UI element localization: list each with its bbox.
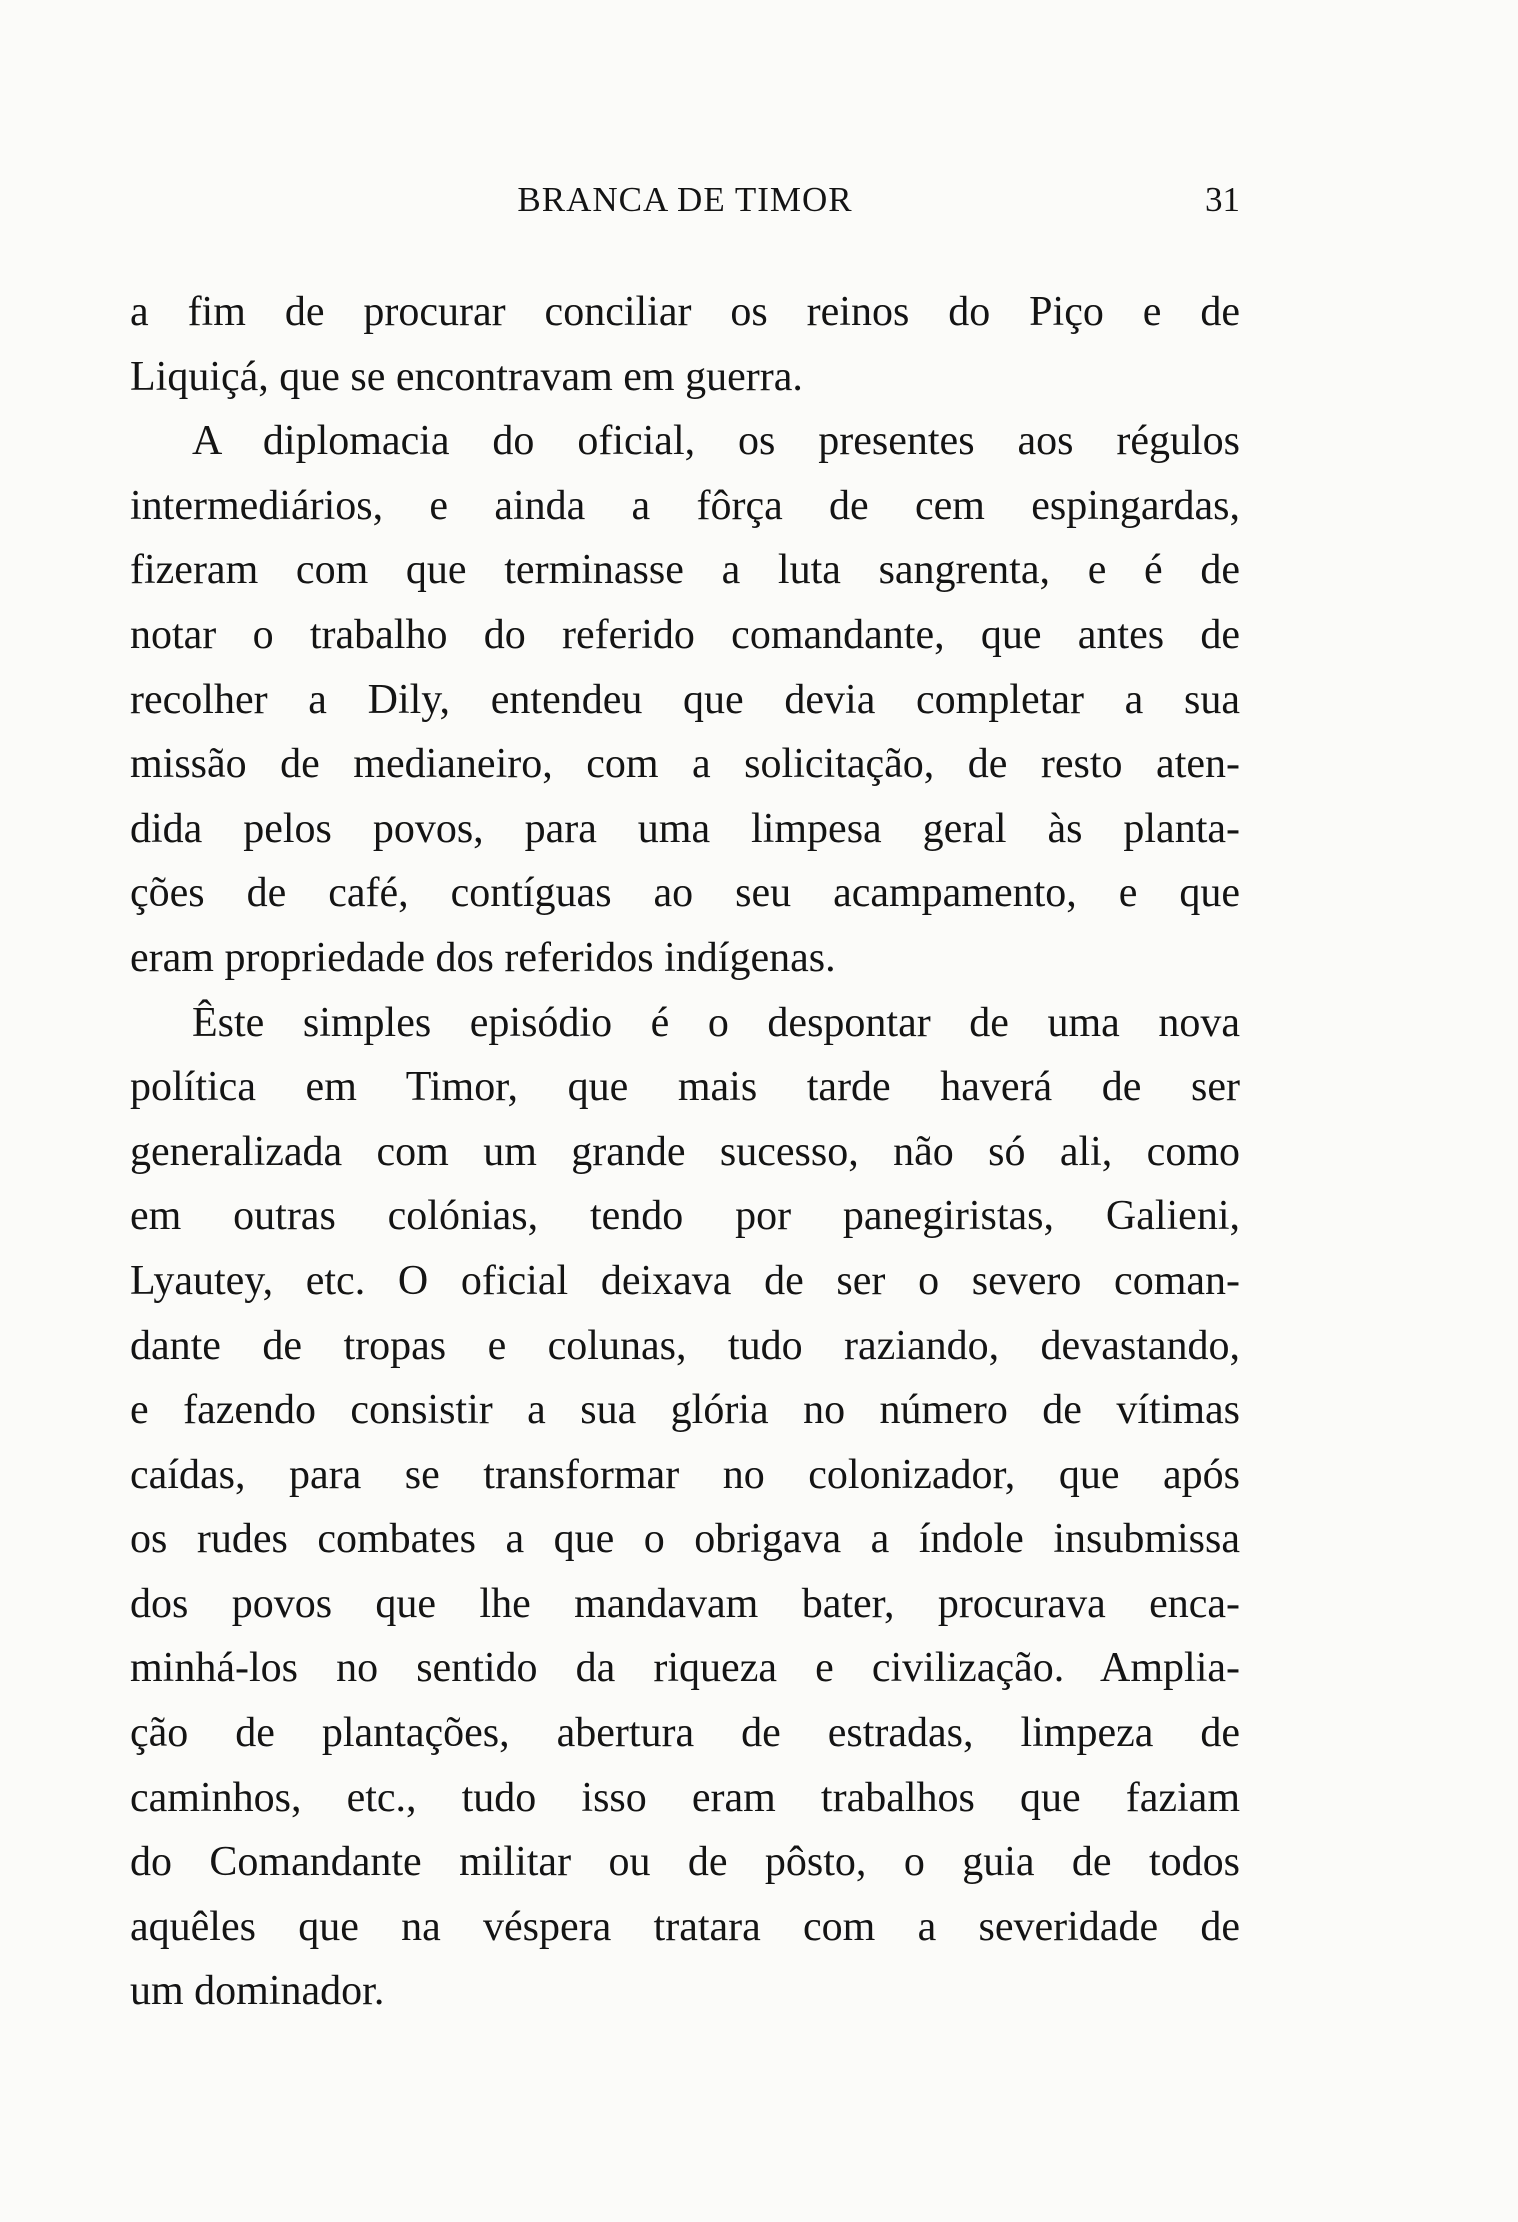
text-line: intermediários, e ainda a fôrça de cem espingardas,	[130, 482, 1240, 529]
text-line: fizeram com que terminasse a luta sangrenta, e é de	[130, 547, 1240, 594]
page-number: 31	[1205, 180, 1240, 219]
text-line: dante de tropas e colunas, tudo raziando, devastando,	[130, 1322, 1240, 1369]
running-head	[130, 170, 1240, 230]
text-line: A diplomacia do oficial, os presentes aos régulos	[192, 418, 1240, 465]
text-line: dida pelos povos, para uma limpesa geral às planta-	[130, 805, 1240, 852]
text-line: caminhos, etc., tudo isso eram trabalhos que faziam	[130, 1774, 1240, 1821]
text-line: do Comandante militar ou de pôsto, o guia de todos	[130, 1839, 1240, 1886]
text-line: ções de café, contíguas ao seu acampamento, e que	[130, 870, 1240, 917]
text-line: notar o trabalho do referido comandante, que antes de	[130, 611, 1240, 658]
text-line: recolher a Dily, entendeu que devia completar a sua	[130, 676, 1240, 723]
running-title: BRANCA DE TIMOR	[517, 180, 853, 219]
text-line: minhá-los no sentido da riqueza e civilização. Amplia-	[130, 1645, 1240, 1692]
text-line: e fazendo consistir a sua glória no número de vítimas	[130, 1387, 1240, 1434]
text-line: Liquiçá, que se encontravam em guerra.	[130, 353, 803, 400]
text-line: Êste simples episódio é o despontar de uma nova	[192, 999, 1240, 1046]
text-line: dos povos que lhe mandavam bater, procurava enca-	[130, 1580, 1240, 1627]
text-line: eram propriedade dos referidos indígenas.	[130, 934, 836, 981]
text-line: generalizada com um grande sucesso, não só ali, como	[130, 1128, 1240, 1175]
text-line: um dominador.	[130, 1968, 385, 2015]
text-line: os rudes combates a que o obrigava a índole insubmissa	[130, 1516, 1240, 1563]
text-line: caídas, para se transformar no colonizador, que após	[130, 1451, 1240, 1498]
body-text	[130, 280, 1240, 2024]
text-line: Lyautey, etc. O oficial deixava de ser o severo coman-	[130, 1257, 1240, 1304]
text-line: aquêles que na véspera tratara com a severidade de	[130, 1903, 1240, 1950]
text-line: ção de plantações, abertura de estradas, limpeza de	[130, 1710, 1240, 1757]
text-line: em outras colónias, tendo por panegiristas, Galieni,	[130, 1193, 1240, 1240]
text-line: política em Timor, que mais tarde haverá de ser	[130, 1064, 1240, 1111]
text-line: a fim de procurar conciliar os reinos do Piço e de	[130, 289, 1240, 335]
text-line: missão de medianeiro, com a solicitação, de resto aten-	[130, 741, 1240, 788]
